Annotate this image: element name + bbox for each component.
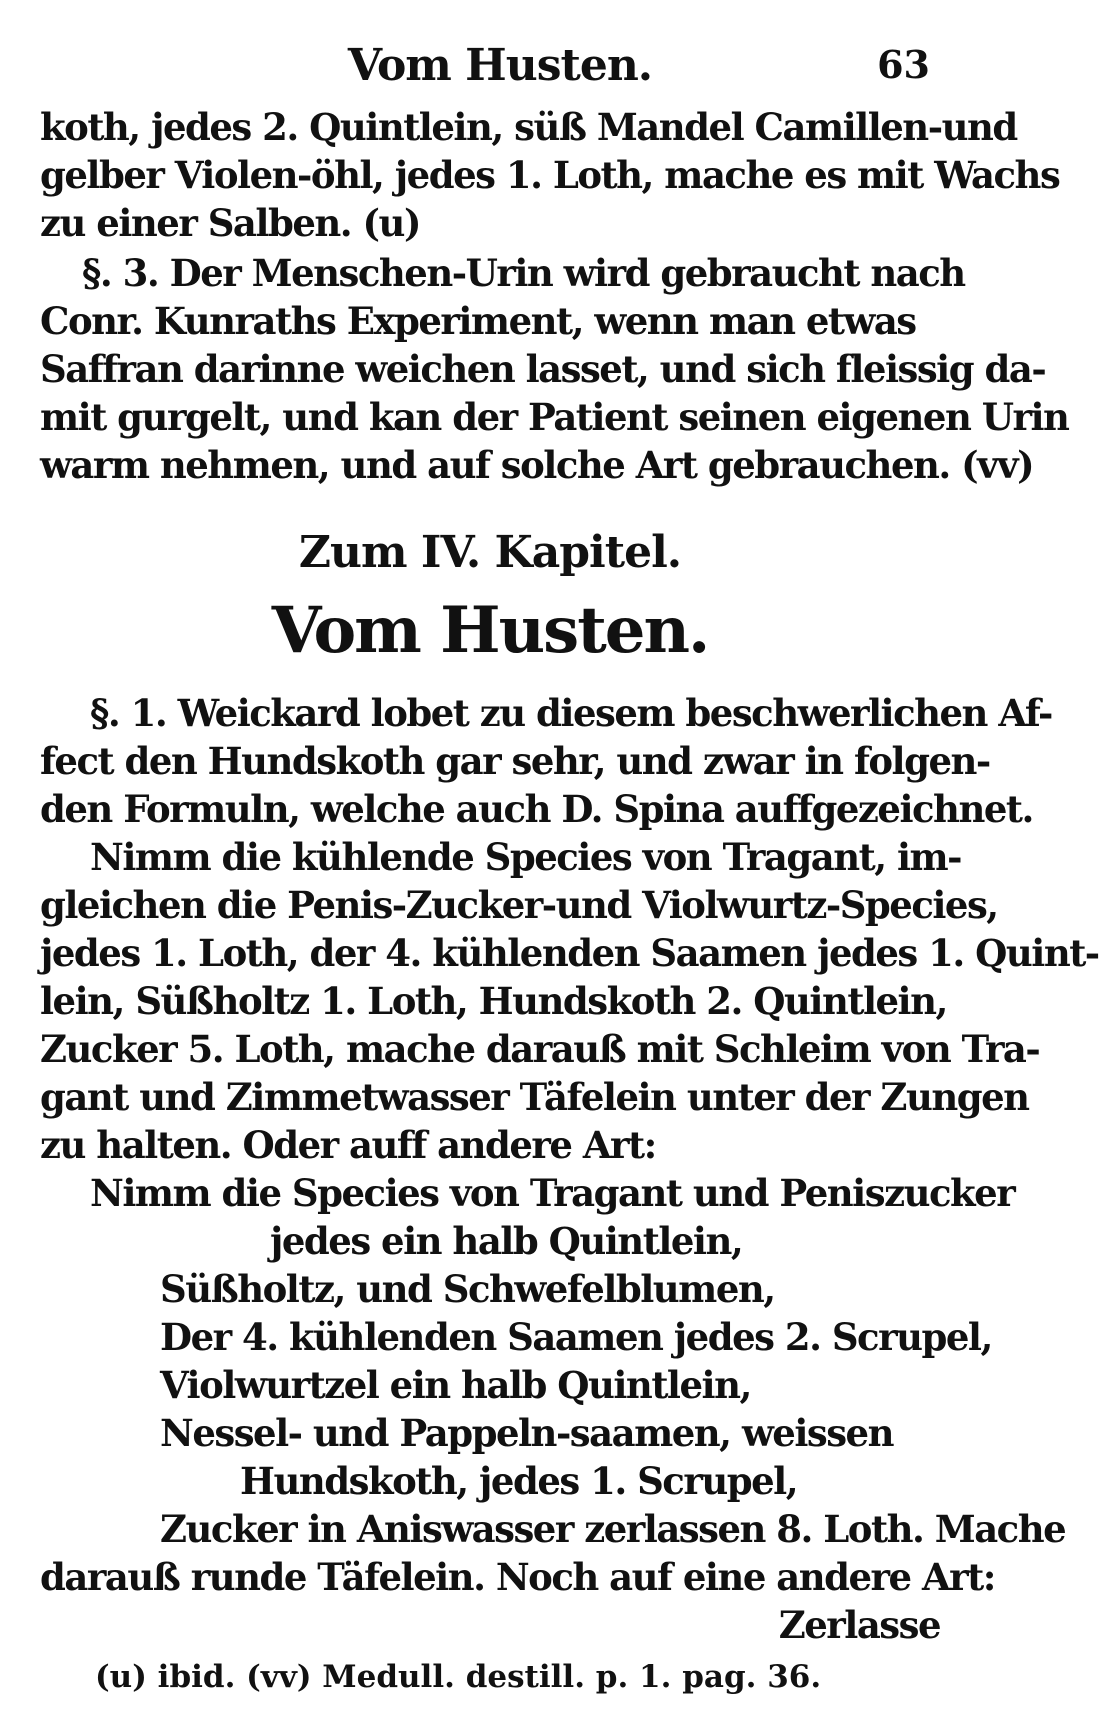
page-header bbox=[40, 40, 960, 100]
chapter-heading: Zum IV. Kapitel. bbox=[298, 527, 682, 578]
text-line: Nimm die kühlende Species von Tragant, im- bbox=[90, 835, 962, 879]
text-line: Süßholtz, und Schwefelblumen, bbox=[160, 1267, 775, 1311]
text-line: Nessel- und Pappeln-saamen, weissen bbox=[160, 1411, 893, 1455]
footnotes: (u) ibid. (vv) Medull. destill. p. 1. pag. 36. bbox=[95, 1659, 822, 1695]
text-line: Conr. Kunraths Experiment, wenn man etwas bbox=[40, 299, 916, 343]
text-line: lein, Süßholtz 1. Loth, Hundskoth 2. Quintlein, bbox=[40, 979, 947, 1023]
text-line: Zucker in Aniswasser zerlassen 8. Loth. Mache bbox=[160, 1507, 1066, 1551]
text-line: zu halten. Oder auff andere Art: bbox=[40, 1123, 656, 1167]
text-line: koth, jedes 2. Quintlein, süß Mandel Camillen-und bbox=[40, 105, 1017, 149]
text-line: gelber Violen-öhl, jedes 1. Loth, mache es mit Wachs bbox=[40, 153, 1060, 197]
text-line: Nimm die Species von Tragant und Peniszucker bbox=[90, 1171, 1015, 1215]
text-line: warm nehmen, und auf solche Art gebrauchen. (vv) bbox=[40, 443, 1034, 487]
text-line: gleichen die Penis-Zucker-und Violwurtz-Species, bbox=[40, 883, 998, 927]
text-line: §. 3. Der Menschen-Urin wird gebraucht nach bbox=[82, 251, 965, 295]
section-title: Vom Husten. bbox=[271, 593, 709, 668]
running-head: Vom Husten. bbox=[347, 40, 653, 91]
text-line: Saffran darinne weichen lasset, und sich fleissig da- bbox=[40, 347, 1046, 391]
text-line: Hundskoth, jedes 1. Scrupel, bbox=[240, 1459, 798, 1503]
text-line: Violwurtzel ein halb Quintlein, bbox=[160, 1363, 751, 1407]
text-line: jedes 1. Loth, der 4. kühlenden Saamen jedes 1. Quint- bbox=[40, 931, 1099, 975]
text-line: fect den Hundskoth gar sehr, und zwar in folgen- bbox=[40, 739, 990, 783]
text-line: gant und Zimmetwasser Täfelein unter der Zungen bbox=[40, 1075, 1029, 1119]
text-line: zu einer Salben. (u) bbox=[40, 201, 420, 245]
text-line: Zucker 5. Loth, mache darauß mit Schleim von Tra- bbox=[40, 1027, 1040, 1071]
text-line: jedes ein halb Quintlein, bbox=[270, 1219, 743, 1263]
page-number: 63 bbox=[877, 42, 930, 87]
text-line: §. 1. Weickard lobet zu diesem beschwerlichen Af- bbox=[90, 691, 1052, 735]
text-line: mit gurgelt, und kan der Patient seinen eigenen Urin bbox=[40, 395, 1069, 439]
text-line: Der 4. kühlenden Saamen jedes 2. Scrupel, bbox=[160, 1315, 992, 1359]
text-line: darauß runde Täfelein. Noch auf eine andere Art: bbox=[40, 1555, 995, 1599]
text-line: den Formuln, welche auch D. Spina auffgezeichnet. bbox=[40, 787, 1033, 831]
catchword: Zerlasse bbox=[778, 1603, 940, 1647]
